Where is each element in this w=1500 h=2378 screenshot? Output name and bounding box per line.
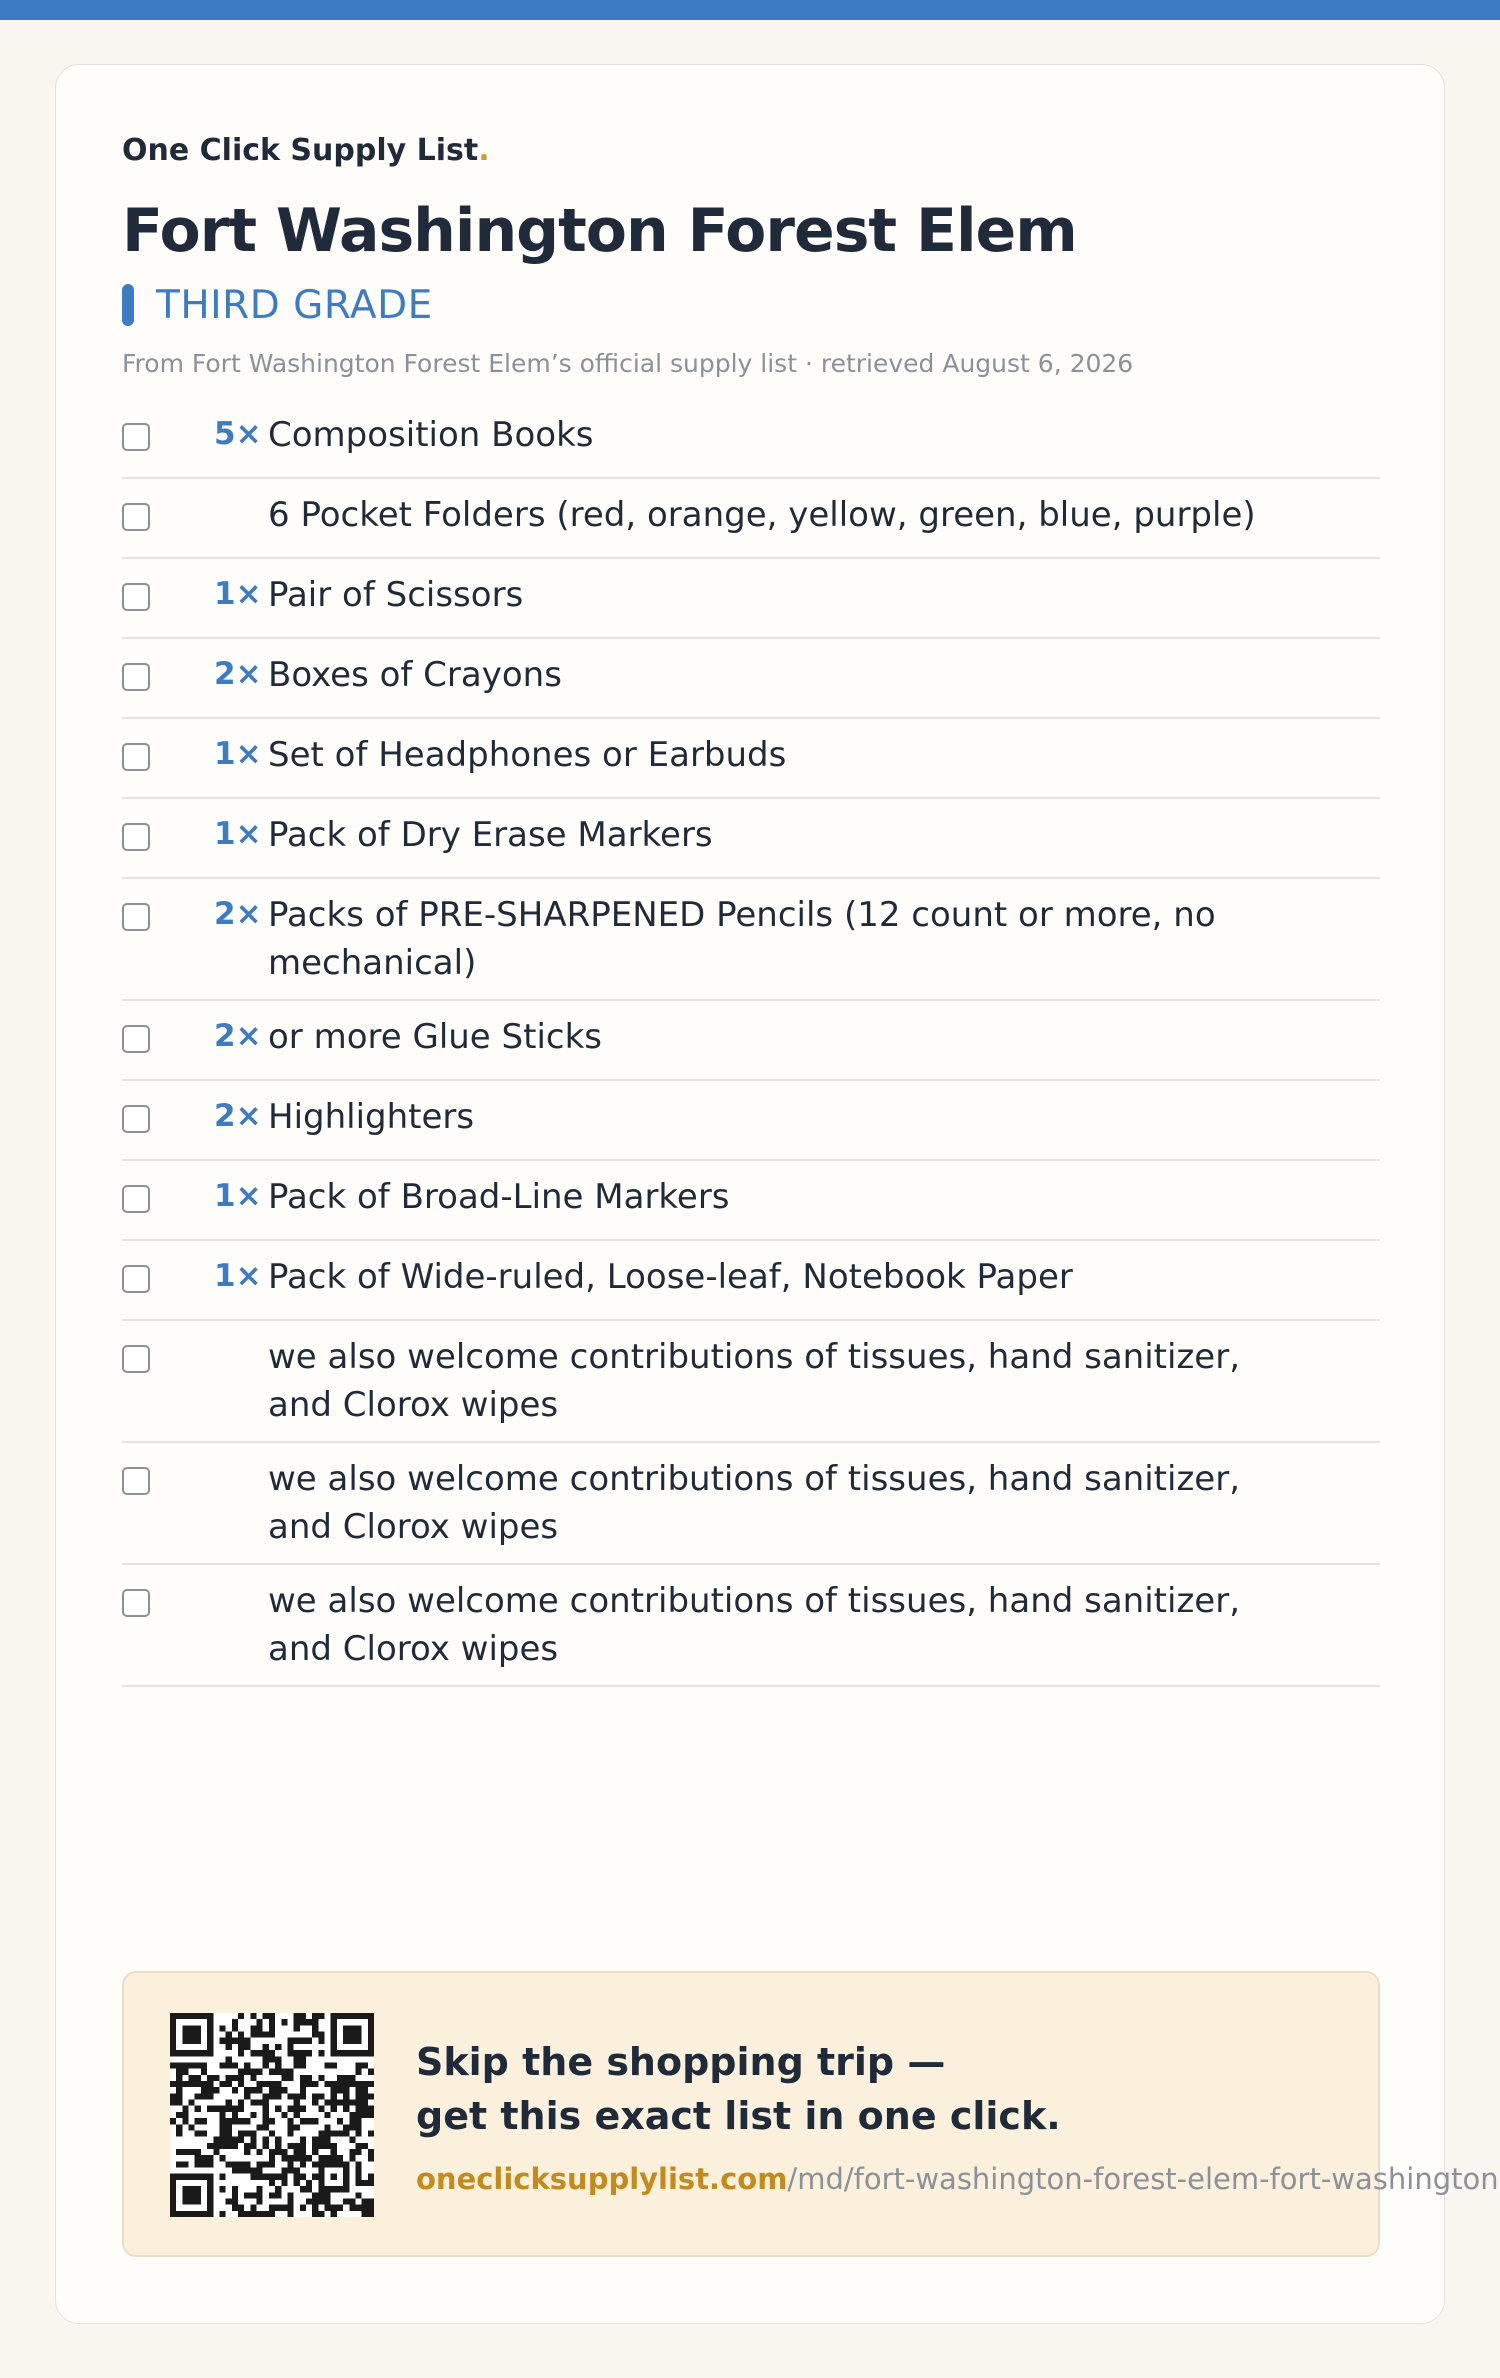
page-title: Fort Washington Forest Elem bbox=[122, 196, 1077, 266]
item-quantity: 2× bbox=[214, 1018, 262, 1054]
list-item[interactable] bbox=[122, 1443, 1380, 1565]
checkbox-icon[interactable] bbox=[122, 583, 150, 611]
item-label: we also welcome contributions of tissues, hand sanitizer, and Clorox wipes bbox=[268, 1337, 1241, 1425]
item-label: or more Glue Sticks bbox=[268, 1017, 602, 1057]
list-item[interactable] bbox=[122, 719, 1380, 799]
list-item[interactable] bbox=[122, 1081, 1380, 1161]
item-label: we also welcome contributions of tissues, hand sanitizer, and Clorox wipes bbox=[268, 1581, 1241, 1669]
list-item[interactable] bbox=[122, 559, 1380, 639]
item-label: Boxes of Crayons bbox=[268, 655, 562, 695]
item-label: Set of Headphones or Earbuds bbox=[268, 735, 787, 775]
grade-label: THIRD GRADE bbox=[156, 282, 433, 328]
item-label: Pack of Dry Erase Markers bbox=[268, 815, 713, 855]
checkbox-icon[interactable] bbox=[122, 1589, 150, 1617]
checkbox-icon[interactable] bbox=[122, 503, 150, 531]
list-item[interactable] bbox=[122, 479, 1380, 559]
qr-code-icon[interactable] bbox=[170, 2013, 374, 2217]
grade-heading bbox=[122, 281, 1380, 329]
item-label: Highlighters bbox=[268, 1097, 475, 1137]
item-label: Composition Books bbox=[268, 415, 594, 455]
item-quantity: 1× bbox=[214, 1178, 262, 1214]
list-item[interactable] bbox=[122, 1321, 1380, 1443]
checkbox-icon[interactable] bbox=[122, 743, 150, 771]
checkbox-icon[interactable] bbox=[122, 1105, 150, 1133]
item-label: Packs of PRE-SHARPENED Pencils (12 count or more, no mechanical) bbox=[268, 895, 1216, 983]
list-item[interactable] bbox=[122, 879, 1380, 1001]
checkbox-icon[interactable] bbox=[122, 1025, 150, 1053]
promo-link-path: /md/fort-washington-forest-elem-fort-washington bbox=[787, 2162, 1499, 2196]
checkbox-icon[interactable] bbox=[122, 1345, 150, 1373]
checkbox-icon[interactable] bbox=[122, 823, 150, 851]
promo-link[interactable] bbox=[416, 2159, 1499, 2199]
brand-dot: . bbox=[478, 133, 490, 168]
promo-headline-line-2: get this exact list in one click. bbox=[416, 2094, 1061, 2138]
card-content bbox=[122, 131, 1380, 1687]
list-item[interactable] bbox=[122, 1565, 1380, 1687]
item-quantity: 1× bbox=[214, 576, 262, 612]
checkbox-icon[interactable] bbox=[122, 903, 150, 931]
item-label: Pair of Scissors bbox=[268, 575, 524, 615]
promo-text bbox=[416, 2035, 1499, 2199]
list-item[interactable] bbox=[122, 1161, 1380, 1241]
item-quantity: 2× bbox=[214, 896, 262, 932]
promo-box bbox=[122, 1971, 1499, 2257]
item-quantity: 2× bbox=[214, 1098, 262, 1134]
source-note: From Fort Washington Forest Elem’s official supply list · retrieved August 6, 2026 bbox=[122, 349, 1134, 378]
checkbox-icon[interactable] bbox=[122, 423, 150, 451]
item-label: Pack of Wide-ruled, Loose-leaf, Notebook Paper bbox=[268, 1257, 1073, 1297]
checkbox-icon[interactable] bbox=[122, 1185, 150, 1213]
list-item[interactable] bbox=[122, 799, 1380, 879]
item-label: 6 Pocket Folders (red, orange, yellow, green, blue, purple) bbox=[268, 495, 1256, 535]
supply-list bbox=[122, 399, 1380, 1687]
checkbox-icon[interactable] bbox=[122, 1265, 150, 1293]
grade-accent-bar bbox=[122, 284, 134, 326]
item-quantity: 1× bbox=[214, 736, 262, 772]
list-item[interactable] bbox=[122, 399, 1380, 479]
item-quantity: 1× bbox=[214, 816, 262, 852]
top-accent-bar bbox=[0, 0, 1500, 20]
brand-logo[interactable] bbox=[122, 131, 1380, 171]
item-label: Pack of Broad-Line Markers bbox=[268, 1177, 730, 1217]
list-item[interactable] bbox=[122, 1241, 1380, 1321]
item-quantity: 2× bbox=[214, 656, 262, 692]
list-item[interactable] bbox=[122, 639, 1380, 719]
promo-headline-line-1: Skip the shopping trip — bbox=[416, 2040, 946, 2084]
checkbox-icon[interactable] bbox=[122, 1467, 150, 1495]
list-item[interactable] bbox=[122, 1001, 1380, 1081]
item-quantity: 1× bbox=[214, 1258, 262, 1294]
item-quantity: 5× bbox=[214, 416, 262, 452]
item-label: we also welcome contributions of tissues, hand sanitizer, and Clorox wipes bbox=[268, 1459, 1241, 1547]
brand-name: One Click Supply List bbox=[122, 133, 479, 168]
promo-link-domain: oneclicksupplylist.com bbox=[416, 2162, 788, 2196]
supply-list-card bbox=[55, 64, 1499, 2324]
checkbox-icon[interactable] bbox=[122, 663, 150, 691]
